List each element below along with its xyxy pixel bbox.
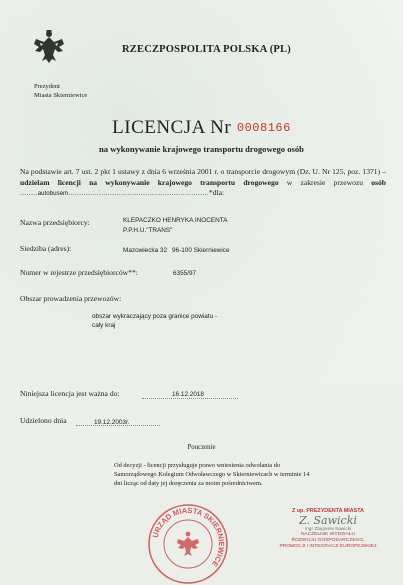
eagle-emblem-icon xyxy=(32,28,66,66)
area-label: Obszar prowadzenia przewozów: xyxy=(20,294,122,303)
issued-date: 19.12.2003r. xyxy=(94,419,130,426)
handwritten-signature: Z. Sawicki xyxy=(299,514,357,527)
document-title xyxy=(0,117,403,139)
register-label: Numer w rejestrze przedsiębiorców**: xyxy=(20,268,138,277)
area-line1: obszar wykraczający poza granice powiatu - xyxy=(92,313,218,320)
legal-basis-paragraph: Na podstawie art. 7 ust. 2 pkt 1 ustawy z dnia 6 września 2001 r. o transporcie drogowym (Dz. U. Nr 125, poz. 1371) – udzielam licencji na wykonywanie krajowego transportu drogowego w zakresie przewozu osób ........autobusem................................................................*dla: xyxy=(20,167,387,197)
instruction-heading: Pouczenie xyxy=(187,444,216,451)
company-name-line2: P.P.H.U."TRANS" xyxy=(123,227,173,234)
instruction-text: Od decyzji - licencji przysługuje prawo wniesienia odwołania do Samorządowego Kolegium Odwoławczego w Skierniewicach w terminie 14 dni licząc od daty jej doręczenia za moim pośrednictwem. xyxy=(114,462,310,487)
issuer-block xyxy=(34,82,87,100)
signatory-position-1: NACZELNIK WYDZIAŁU xyxy=(300,532,356,537)
signatory-position-3: PROMOCJI I INTEGRACJI EUROPEJSKIEJ xyxy=(279,544,377,549)
vehicle-type: autobusem xyxy=(37,190,69,197)
intro-end: *dla: xyxy=(208,188,225,197)
issued-label: Udzielono dnia xyxy=(20,416,67,425)
signatory-position-2: ROZWOJU GOSPODARCZEGO, xyxy=(291,538,365,543)
official-seal-icon xyxy=(147,503,229,585)
area-line2: cały kraj xyxy=(92,322,116,329)
issuer-city: Miasta Skierniewice xyxy=(34,92,88,99)
intro-text-1: Na podstawie art. 7 ust. 2 pkt 1 ustawy z dnia 6 września 2001 r. o transporcie drogowym (Dz. U. Nr 125, poz. 1371) – xyxy=(20,167,386,176)
seat-street: Mazowiecka 32 xyxy=(123,247,168,254)
seat-city: 96-100 Skierniewice xyxy=(172,247,230,254)
title-label: LICENCJA Nr xyxy=(112,117,232,138)
document-subtitle: na wykonywanie krajowego transportu drogowego osób xyxy=(99,144,304,154)
license-number: 0008166 xyxy=(236,121,291,135)
issuer-title: Prezydent xyxy=(34,83,60,90)
svg-text:URZĄD MIASTA SKIERNIEWICE: URZĄD MIASTA SKIERNIEWICE xyxy=(150,505,227,569)
company-label: Nazwa przedsiębiorcy: xyxy=(20,218,90,227)
intro-bold-2: osób xyxy=(371,177,387,187)
signature-stamp xyxy=(268,508,388,550)
country-heading: RZECZPOSPOLITA POLSKA (PL) xyxy=(122,44,291,55)
company-name-line1: KLEPACZKO HENRYKA INOCENTA xyxy=(123,217,228,224)
signatory-name: mgr Zbigniew Sawicki xyxy=(304,527,352,532)
seat-label: Siedziba (adres): xyxy=(20,244,72,253)
signature-authority: Z up. PREZYDENTA MIASTA xyxy=(291,508,365,514)
intro-text-2: w zakresie przewozu xyxy=(278,177,372,187)
register-number: 6355/97 xyxy=(173,270,197,277)
valid-until-date: 16.12.2018 xyxy=(172,391,204,398)
intro-bold-1: udzielam licencji na wykonywanie krajowego transportu drogowego xyxy=(20,177,279,187)
valid-until-label: Niniejsza licencja jest ważna do: xyxy=(20,389,120,398)
